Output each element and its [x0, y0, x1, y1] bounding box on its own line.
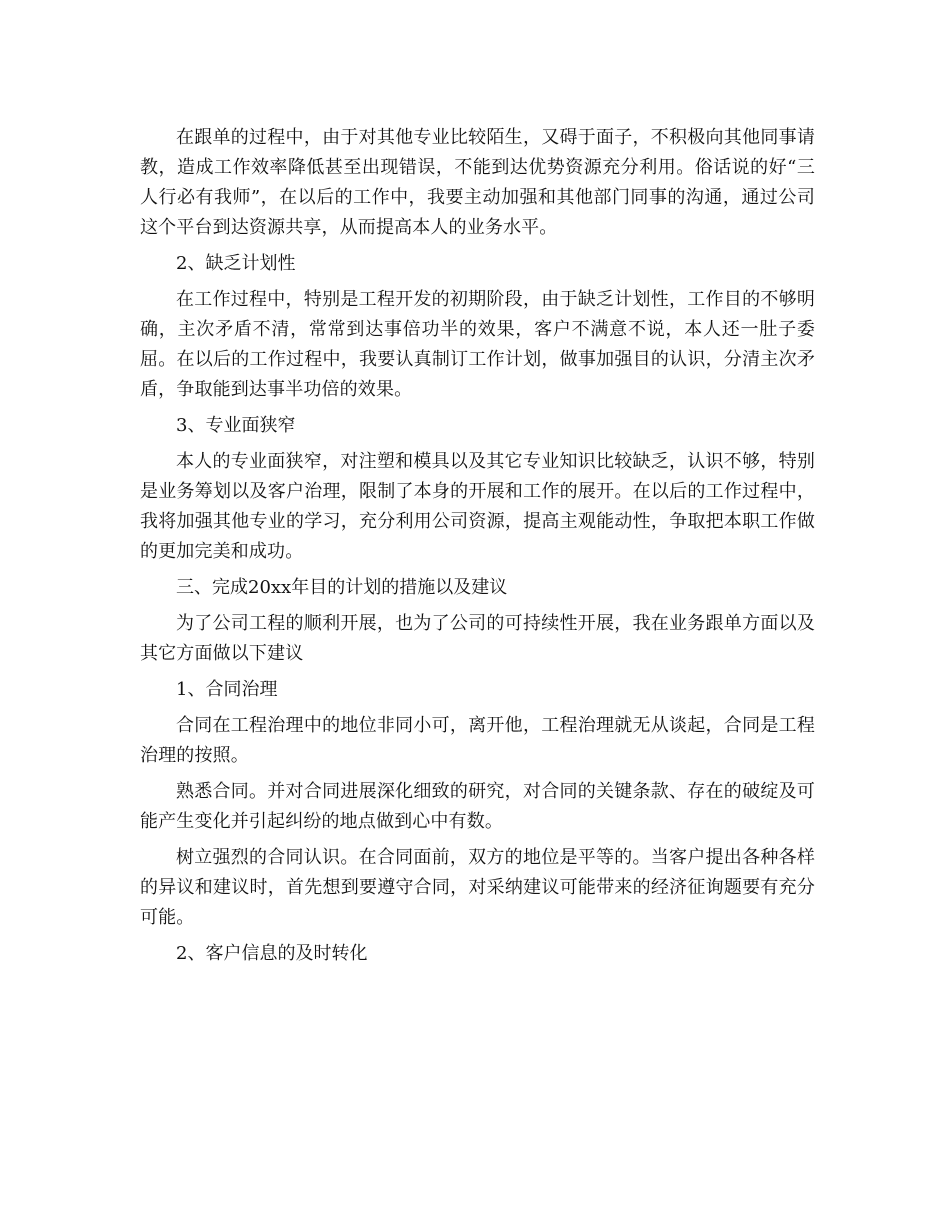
paragraph-suggestions-intro: 为了公司工程的顺利开展，也为了公司的可持续性开展，我在业务跟单方面以及其它方面做以下建议: [140, 613, 815, 664]
heading-contract-management: 1、合同治理: [176, 679, 278, 700]
heading-customer-info: 2、客户信息的及时转化: [176, 943, 368, 964]
paragraph-know-contract: 熟悉合同。并对合同进展深化细致的研究，对合同的关键条款、存在的破绽及可能产生变化并引起纠纷的地点做到心中有数。: [140, 781, 815, 832]
paragraph-specialty: 本人的专业面狭窄，对注塑和模具以及其它专业知识比较缺乏，认识不够，特别是业务筹划以及客户治理，限制了本身的开展和工作的展开。在以后的工作过程中，我将加强其他专业的学习，充分利用公司资源，提高主观能动性，争取把本职工作做的更加完美和成功。: [140, 451, 815, 562]
paragraph-planning: 在工作过程中，特别是工程开发的初期阶段，由于缺乏计划性，工作目的不够明确，主次矛盾不清，常常到达事倍功半的效果，客户不满意不说，本人还一肚子委屈。在以后的工作过程中，我要认真制订工作计划，做事加强目的认识，分清主次矛盾，争取能到达事半功倍的效果。: [140, 289, 815, 400]
paragraph-contract-awareness: 树立强烈的合同认识。在合同面前，双方的地位是平等的。当客户提出各种各样的异议和建议时，首先想到要遵守合同，对采纳建议可能带来的经济征询题要有充分可能。: [140, 847, 815, 928]
heading-lack-of-planning: 2、缺乏计划性: [176, 253, 296, 274]
heading-narrow-specialty: 3、专业面狭窄: [176, 415, 296, 436]
paragraph-teamwork: 在跟单的过程中，由于对其他专业比较陌生，又碍于面子，不积极向其他同事请教，造成工作效率降低甚至出现错误，不能到达优势资源充分利用。俗话说的好“三人行必有我师”，在以后的工作中，我要主动加强和其他部门同事的沟通，通过公司这个平台到达资源共享，从而提高本人的业务水平。: [140, 127, 815, 238]
document-body: [140, 123, 815, 975]
heading-measures-and-suggestions: 三、完成20xx年目的计划的措施以及建议: [176, 577, 508, 598]
paragraph-contract-role: 合同在工程治理中的地位非同小可，离开他，工程治理就无从谈起，合同是工程治理的按照。: [140, 715, 815, 766]
